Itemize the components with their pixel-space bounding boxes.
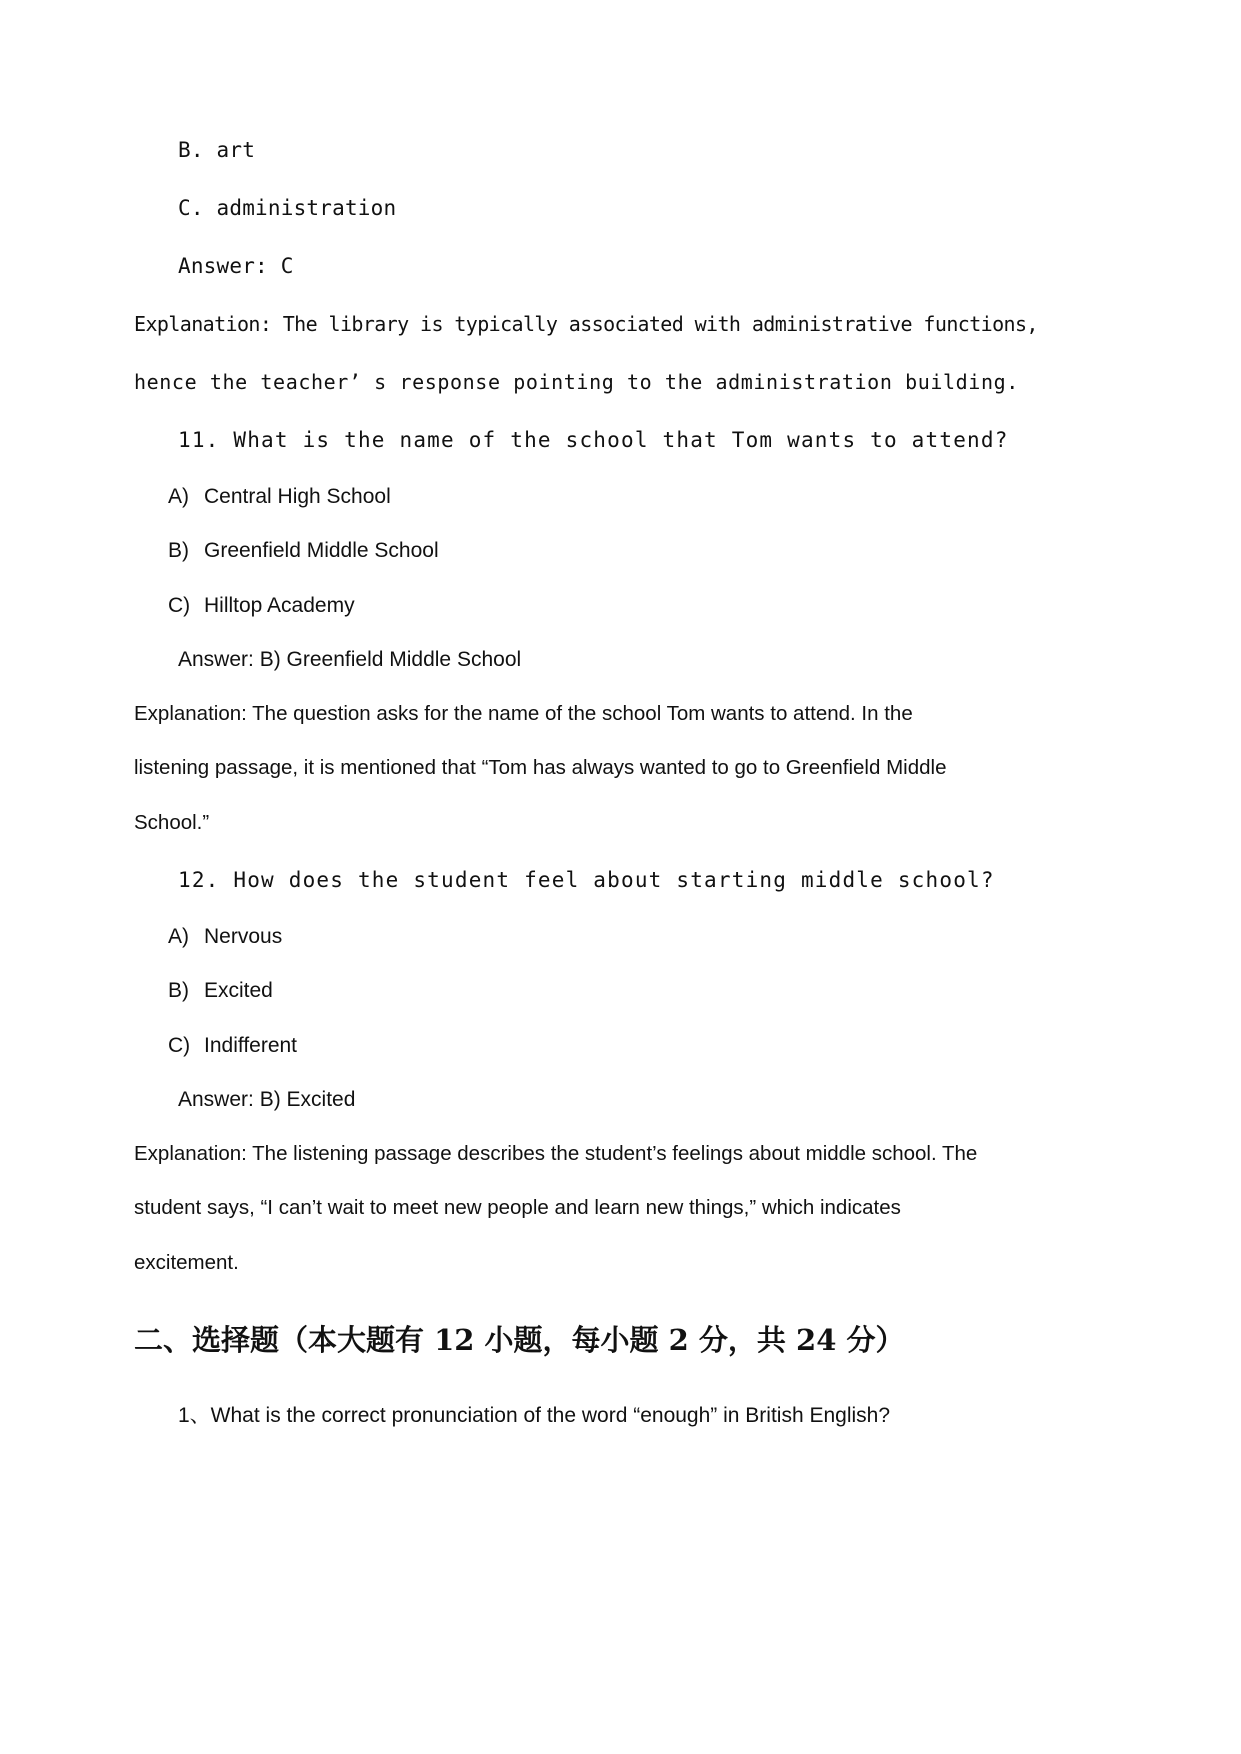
- option-text: Central High School: [204, 485, 391, 508]
- option-a: [168, 486, 568, 510]
- option-text: Greenfield Middle School: [204, 539, 439, 562]
- option-c: C. administration: [178, 196, 397, 220]
- option-label: C): [168, 1034, 191, 1057]
- explanation-line: Explanation: The question asks for the name of the school Tom wants to attend. In the: [134, 702, 913, 725]
- option-c: [168, 595, 568, 619]
- option-label: B): [168, 979, 189, 1002]
- explanation-line: School.”: [134, 811, 210, 834]
- option-label: A): [168, 925, 189, 948]
- explanation-line: Explanation: The listening passage describes the student’s feelings about middle school. The: [134, 1142, 978, 1165]
- answer: Answer: C: [178, 254, 294, 278]
- option-text: Nervous: [204, 925, 283, 948]
- explanation-line: hence the teacher’ s response pointing to the administration building.: [134, 370, 1019, 394]
- option-b: [168, 540, 568, 564]
- explanation-line: student says, “I can’t wait to meet new people and learn new things,” which indicates: [134, 1196, 901, 1219]
- explanation-line: listening passage, it is mentioned that “Tom has always wanted to go to Greenfield Middle: [134, 756, 947, 779]
- option-a: [168, 926, 568, 950]
- option-text: Indifferent: [204, 1034, 298, 1057]
- option-b: [168, 980, 568, 1004]
- option-b: B. art: [178, 138, 256, 162]
- question-11: 11. What is the name of the school that Tom wants to attend?: [178, 428, 1009, 452]
- answer: Answer: B) Excited: [178, 1088, 356, 1111]
- question-12: 12. How does the student feel about starting middle school?: [178, 868, 995, 892]
- option-c: [168, 1035, 568, 1059]
- section2-question-1: 1、What is the correct pronunciation of the word “enough” in British English?: [178, 1404, 891, 1427]
- answer: Answer: B) Greenfield Middle School: [178, 648, 522, 671]
- explanation-line: Explanation: The library is typically associated with administrative functions,: [134, 312, 1038, 336]
- section-heading: 二、选择题（本大题有 12 小题，每小题 2 分，共 24 分）: [134, 1323, 905, 1357]
- option-label: A): [168, 485, 189, 508]
- option-label: C): [168, 594, 191, 617]
- explanation-line: excitement.: [134, 1251, 239, 1274]
- option-label: B): [168, 539, 189, 562]
- option-text: Excited: [204, 979, 273, 1002]
- option-text: Hilltop Academy: [204, 594, 355, 617]
